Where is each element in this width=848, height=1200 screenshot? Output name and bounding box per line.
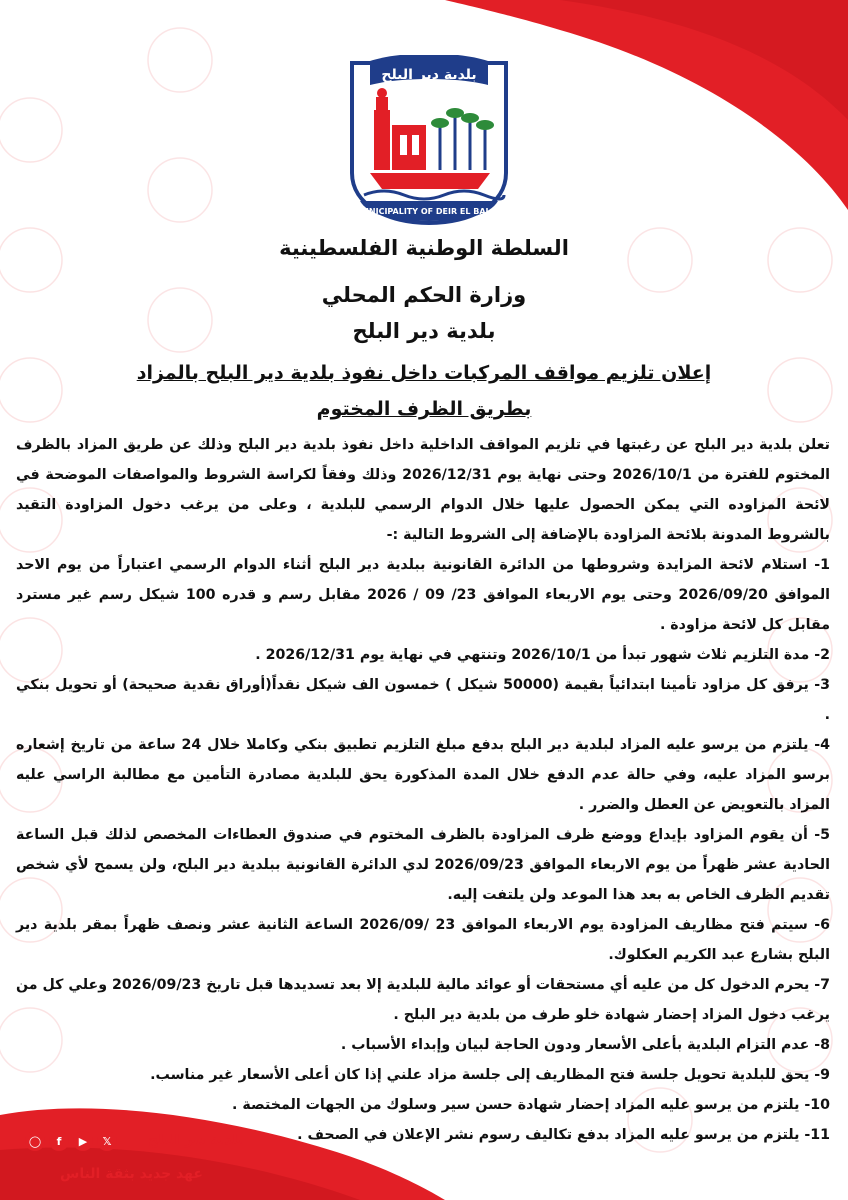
condition-item: 10- يلتزم من يرسو عليه المزاد إحضار شهادة حسن سير وسلوك من الجهات المختصة . xyxy=(232,1097,830,1113)
youtube-icon[interactable]: ▶ xyxy=(73,1131,93,1151)
footer-name: بلدية دير البلح xyxy=(148,1132,244,1148)
ministry-title: وزارة الحكم المحلي xyxy=(321,283,527,307)
authority-title: السلطة الوطنية الفلسطينية xyxy=(279,236,569,260)
intro-paragraph: تعلن بلدية دير البلح عن رغبتها في تلزيم المواقف الداخلية داخل نفوذ بلدية دير البلح وذلك عن طريق المزاد بالظرف المختوم للفترة من 2026/10/1 وحتى نهاية يوم 2026/12/31 وذلك وفقاً لكراسة الشروط والمواصفات الموضحة في لائحة المزاوده التي يمكن الحصول عليها خلال الدوام الرسمي للبلدية ، وعلى من يرغب دخول المزاودة التقيد بالشروط المدونة بلائحة المزاودة بالإضافة إلى الشروط التالية :- xyxy=(16,437,831,543)
announcement-subtitle: بطريق الظرف المختوم xyxy=(316,398,532,420)
condition-item: 8- عدم التزام البلدية بأعلى الأسعار ودون الحاجة لبيان وإبداء الأسباب . xyxy=(340,1037,830,1053)
logo-arabic-name: بلدية دير البلح xyxy=(381,67,477,83)
municipality-title: بلدية دير البلح xyxy=(352,319,496,343)
condition-item: 3- يرفق كل مزاود تأمينا ابتدائياً بقيمة (50000 شيكل ) خمسون الف شيكل نقداً(أوراق نقدية صحيحة) أو تحويل بنكي . xyxy=(16,677,831,723)
condition-item: 6- سيتم فتح مظاريف المزاودة يوم الاربعاء الموافق 23 /2026/09 الساعة الثانية عشر ونصف ظهراً بمقر بلدية دير البلح بشارع عبد الكريم العكلوك. xyxy=(16,917,830,963)
x-icon[interactable]: 𝕏 xyxy=(97,1131,117,1151)
announcement-body xyxy=(16,430,830,1150)
condition-item: 9- يحق للبلدية تحويل جلسة فتح المظاريف إلى جلسة مزاد علني إذا كان أعلى الأسعار غير مناسب. xyxy=(150,1067,830,1083)
social-icons xyxy=(25,1131,117,1151)
condition-item: 11- يلتزم من يرسو عليه المزاد بدفع تكاليف رسوم نشر الإعلان في الصحف . xyxy=(297,1127,830,1143)
condition-item: 5- أن يقوم المزاود بإيداع ووضع ظرف المزاودة بالظرف المختوم في صندوق العطاءات المخصص لذلك قبل الساعة الحادية عشر ظهراً من يوم الاربعاء الموافق 2026/09/23 لدي الدائرة القانونية ببلدية دير البلح، ولن يسمح لأي شخص تقديم الظرف الخاص به بعد هذا الموعد ولن يلتفت إليه. xyxy=(16,827,830,903)
logo-english-name: MUNICIPALITY OF DEIR EL BALAH xyxy=(354,207,504,216)
announcement-title: إعلان تلزيم مواقف المركبات داخل نفوذ بلدية دير البلح بالمزاد xyxy=(136,362,712,384)
condition-item: 1- استلام لائحة المزايدة وشروطها من الدائرة القانونية ببلدية دير البلح أثناء الدوام الرسمي اعتباراً من يوم الاحد الموافق 2026/09/20 وحتى يوم الاربعاء الموافق 23/ 09 / 2026 مقابل رسم و قدره 100 شيكل رسم غير مسترد مقابل كل لائحة مزاودة . xyxy=(16,557,831,633)
instagram-icon[interactable]: ◯ xyxy=(25,1131,45,1151)
condition-item: 4- يلتزم من يرسو عليه المزاد لبلدية دير البلح بدفع مبلغ التلزيم تطبيق بنكي وكاملا خلال 24 ساعة من تاريخ إشعاره برسو المزاد عليه، وفي حالة عدم الدفع خلال المدة المذكورة يحق للبلدية مصادرة التأمين مع مطالبة الراسي عليه المزاد بالتعويض عن العطل والضرر . xyxy=(16,737,830,813)
footer-slogan: عهد جديد بثقة الناس xyxy=(60,1166,203,1182)
condition-item: 2- مدة التلزيم ثلاث شهور تبدأ من 2026/10/1 وتنتهي في نهاية يوم 2026/12/31 . xyxy=(255,647,830,663)
condition-item: 7- يحرم الدخول كل من عليه أي مستحقات أو عوائد مالية للبلدية إلا بعد تسديدها قبل تاريخ 2026/09/23 وعلي كل من يرغب دخول المزاد إحضار شهادة خلو طرف من بلدية دير البلح . xyxy=(16,977,830,1023)
municipality-logo xyxy=(340,55,518,230)
facebook-icon[interactable]: f xyxy=(49,1131,69,1151)
